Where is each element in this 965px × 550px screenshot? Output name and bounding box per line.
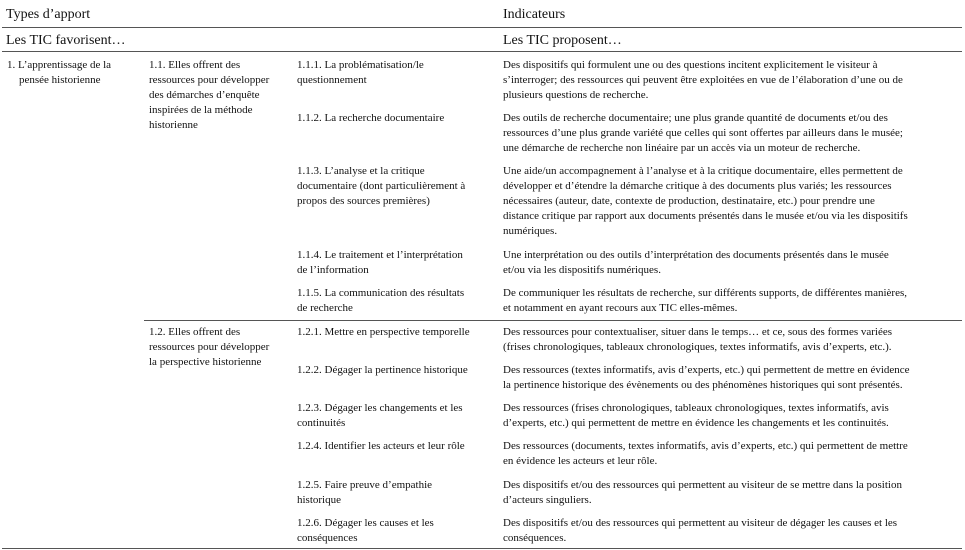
indicator-line: numériques. (503, 225, 558, 237)
indicator-line: et notamment en ayant recours aux TIC elles-mêmes. (503, 302, 738, 314)
header-indicators-title: Indicateurs (503, 7, 566, 22)
indicator-line: une démarche de recherche non linéaire par un accès via un moteur de recherche. (503, 142, 861, 154)
indicator-line: De communiquer les résultats de recherche, sur différents supports, de différentes manières, (503, 287, 908, 299)
indicator-line: Des ressources (frises chronologiques, tableaux chronologiques, textes informatifs, avis (503, 402, 889, 414)
group-label-line: ressources pour développer (149, 74, 270, 86)
group-label-line: 1.1. Elles offrent des (149, 59, 241, 71)
indicator-line: Une interprétation ou des outils d’interprétation des documents présentés dans le musée (503, 249, 889, 261)
level1-label-line: pensée historienne (19, 74, 101, 86)
item-label-line: 1.2.5. Faire preuve d’empathie (297, 479, 433, 491)
item-label-line: 1.2.2. Dégager la pertinence historique (297, 364, 468, 376)
group-label-line: ressources pour développer (149, 341, 270, 353)
indicator-line: conséquences. (503, 532, 567, 544)
indicator-line: Des dispositifs qui formulent une ou des questions incitent explicitement le visiteur à (503, 59, 878, 71)
indicator-line: développer et d’étendre la démarche critique à des documents plus variés; les ressources (503, 180, 892, 192)
item-label-line: 1.2.1. Mettre en perspective temporelle (297, 326, 470, 338)
item-label-line: 1.1.1. La problématisation/le (297, 59, 424, 71)
indicator-line: Des ressources (textes informatifs, avis d’experts, etc.) qui permettent de mettre en évidence (503, 364, 910, 376)
group-label-line: historienne (149, 119, 198, 131)
header-bottom-rule (2, 51, 962, 52)
indicator-line: ressources d’une plus grande variété que celles qui sont offertes par ailleurs dans le musée; (503, 127, 903, 139)
item-label-line: 1.2.4. Identifier les acteurs et leur rôle (297, 440, 465, 452)
item-label-line: de l’information (297, 264, 369, 276)
indicator-line: d’experts, etc.) qui permettent de mettre en évidence les changements et les continuités. (503, 417, 889, 429)
item-label-line: questionnement (297, 74, 367, 86)
indicator-line: Des ressources pour contextualiser, situer dans le temps… et ce, sous des formes variées (503, 326, 893, 338)
indicator-line: Des ressources (documents, textes informatifs, avis d’experts, etc.) qui permettent de mettre (503, 440, 908, 452)
item-label-line: 1.1.5. La communication des résultats (297, 287, 465, 299)
header-types-title: Types d’apport (6, 7, 91, 22)
item-label-line: conséquences (297, 532, 358, 544)
group-label-line: inspirées de la méthode (149, 104, 253, 116)
item-label-line: 1.1.2. La recherche documentaire (297, 112, 445, 124)
item-label-line: propos des sources premières) (297, 195, 430, 207)
group-label-line: des démarches d’enquête (149, 89, 260, 101)
indicator-line: distance critique par rapport aux documents présentés dans le musée et/ou via les dispositifs (503, 210, 908, 222)
indicator-line: Des dispositifs et/ou des ressources qui permettent au visiteur de dégager les causes et les (503, 517, 898, 529)
indicator-line: plusieurs questions de recherche. (503, 89, 649, 101)
indicator-line: Des outils de recherche documentaire; une plus grande quantité de documents et/ou des (503, 112, 888, 124)
indicator-line: et/ou via les dispositifs numériques. (503, 264, 661, 276)
level1-label-line: 1. L’apprentissage de la (7, 59, 112, 71)
item-label-line: 1.1.4. Le traitement et l’interprétation (297, 249, 463, 261)
group-label-line: 1.2. Elles offrent des (149, 326, 241, 338)
indicator-line: la pertinence historique des évènements ou des phénomènes historiques qui sont présentés. (503, 379, 903, 391)
group-label-line: la perspective historienne (149, 356, 262, 368)
item-label-line: 1.1.3. L’analyse et la critique (297, 165, 425, 177)
indicator-line: Une aide/un accompagnement à l’analyse et à la critique documentaire, elles permettent de (503, 165, 903, 177)
item-label-line: 1.2.3. Dégager les changements et les (297, 402, 463, 414)
item-label-line: de recherche (297, 302, 353, 314)
item-label-line: documentaire (dont particulièrement à (297, 180, 466, 192)
indicator-line: s’interroger; des ressources qui peuvent être exploitées en vue de l’élaboration d’une ou de (503, 74, 903, 86)
item-label-line: continuités (297, 417, 346, 429)
group-separator (144, 320, 962, 321)
header-indicators-subtitle: Les TIC proposent… (503, 33, 622, 48)
indicator-line: d’acteurs singuliers. (503, 494, 592, 506)
indicator-line: (frises chronologiques, tableaux chronologiques, textes informatifs, avis d’experts, etc.). (503, 341, 892, 353)
item-label-line: 1.2.6. Dégager les causes et les (297, 517, 434, 529)
indicator-line: en évidence les acteurs et leur rôle. (503, 455, 658, 467)
indicator-line: nécessaires (auteur, date, contexte de production, destinataire, etc.) pour prendre une (503, 195, 875, 207)
item-label-line: historique (297, 494, 341, 506)
header-types-subtitle: Les TIC favorisent… (6, 33, 126, 48)
table-bottom-rule (2, 548, 962, 549)
indicator-line: Des dispositifs et/ou des ressources qui permettent au visiteur de se mettre dans la position (503, 479, 902, 491)
header-separator (2, 27, 962, 28)
